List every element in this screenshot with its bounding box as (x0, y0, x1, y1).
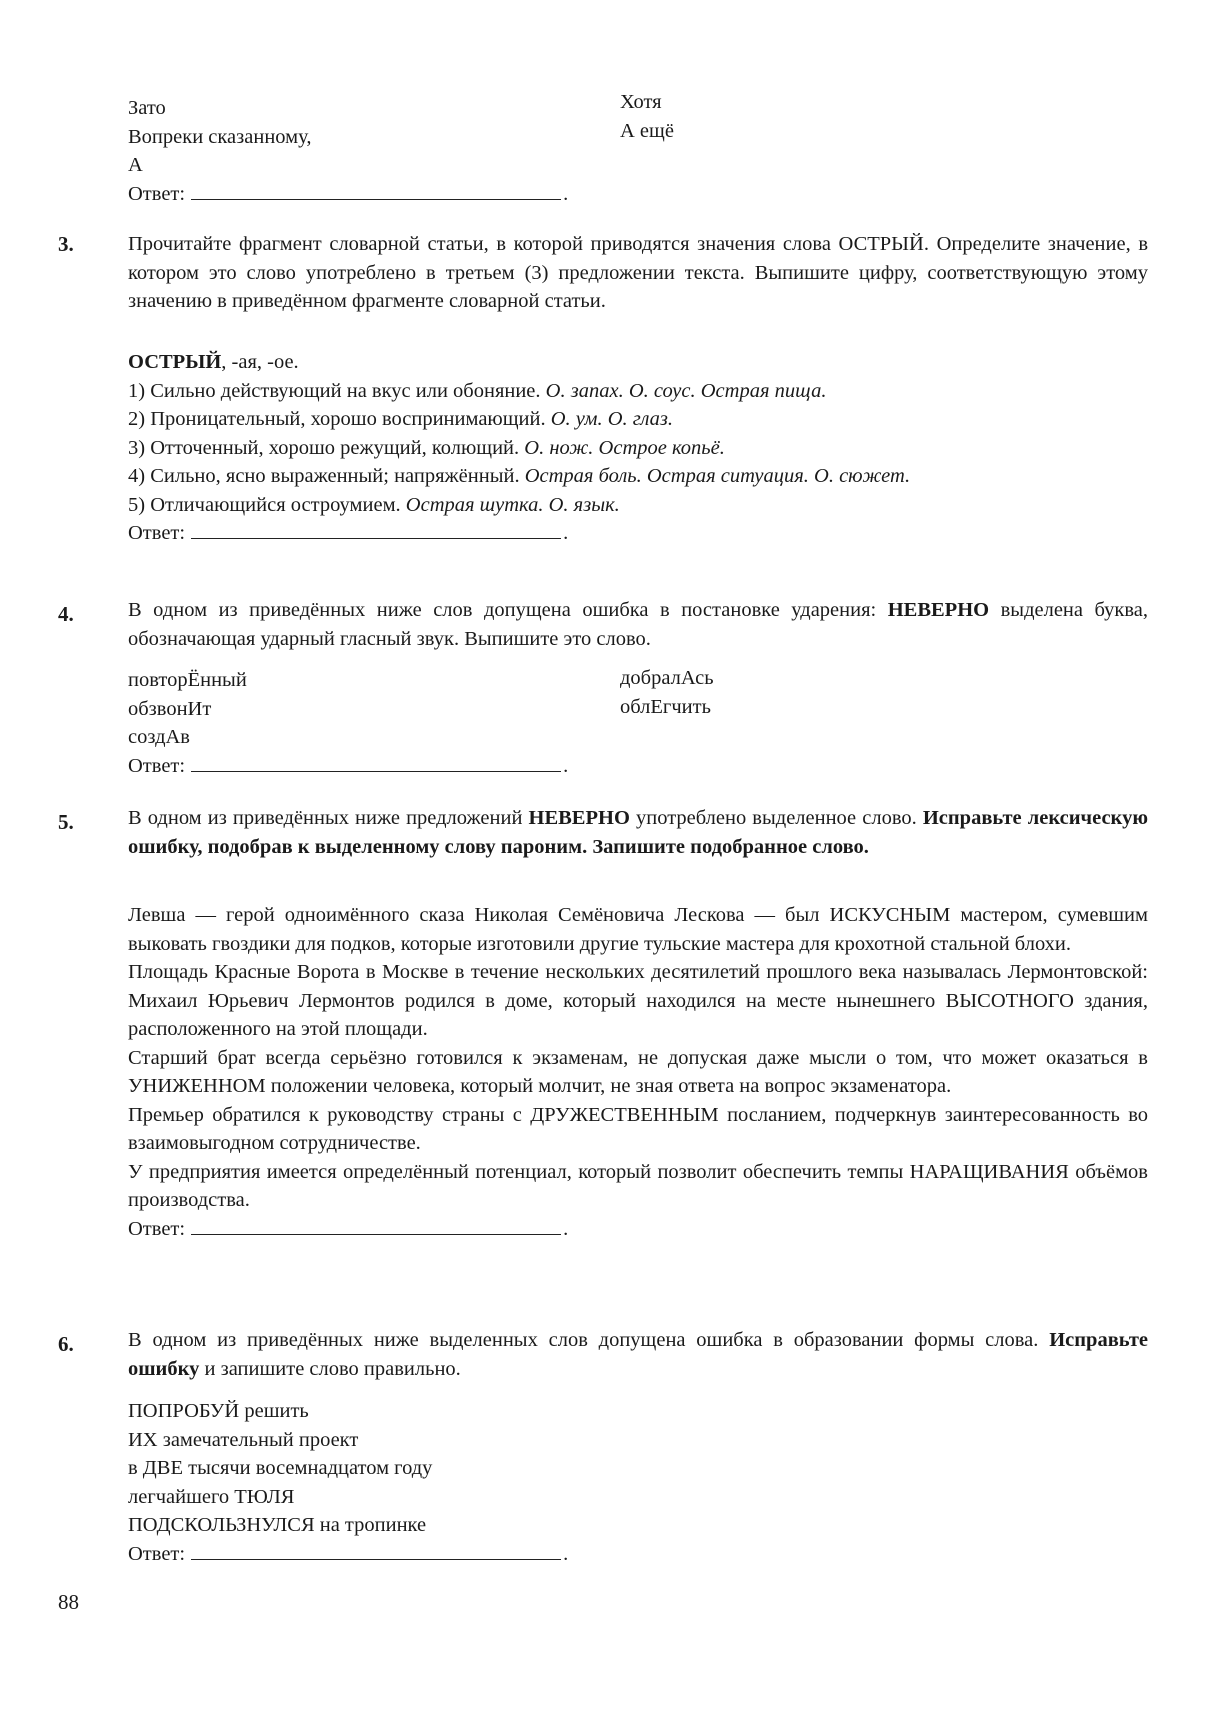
task-number: 6. (58, 1332, 74, 1356)
sentence: Премьер обратился к руководству страны с ДРУЖЕСТВЕННЫМ посланием, подчеркнув заинтересованность во взаимовыгодном сотрудничестве. (128, 1103, 1148, 1154)
phrase-option: ПОДСКОЛЬЗНУЛСЯ на тропинке (128, 1514, 427, 1536)
answer-blank[interactable] (191, 520, 561, 539)
answer-blank[interactable] (191, 1216, 561, 1235)
answer-blank[interactable] (191, 1541, 561, 1560)
word-option: повторЁнный (128, 669, 247, 691)
task4-instruction: В одном из приведённых ниже слов допущена ошибка в постановке ударения: НЕВЕРНО выделена буква, обозначающая ударный гласный звук. Выпишите это слово. (128, 599, 1149, 650)
task6-answer-line[interactable]: Ответ: . (128, 1542, 569, 1565)
task6-instruction: В одном из приведённых ниже выделенных слов допущена ошибка в образовании формы слова. Исправьте ошибку и запишите слово правильно. (128, 1329, 1148, 1380)
meaning-item: 5) Отличающийся остроумием. Острая шутка. О. язык. (128, 493, 620, 516)
dictionary-headline (128, 348, 1148, 377)
phrase-option: ПОПРОБУЙ решить (128, 1400, 309, 1422)
word-option: создАв (128, 726, 190, 748)
answer-label: Ответ: (128, 755, 186, 777)
task2-right-column (620, 88, 1148, 180)
meaning-item: 4) Сильно, ясно выраженный; напряжённый. Острая боль. Острая ситуация. О. сюжет. (128, 465, 911, 487)
task3-answer-line[interactable]: Ответ: . (128, 522, 569, 544)
word-option: Вопреки сказанному, (128, 125, 312, 148)
headword-forms: , -ая, -ое. (221, 351, 299, 373)
meaning-item: 2) Проницательный, хорошо воспринимающий. О. ум. О. глаз. (128, 408, 674, 430)
task4-answer-line[interactable]: Ответ: . (128, 755, 569, 777)
task-number: 4. (58, 602, 74, 626)
meaning-item: 1) Сильно действующий на вкус или обоняние. О. запах. О. соус. Острая пища. (128, 379, 827, 402)
sentence: Старший брат всегда серьёзно готовился к экзаменам, не допуская даже мысли о том, что может оказаться в УНИЖЕННОМ положении человека, который молчит, не зная ответа на вопрос экзаменатора. (128, 1046, 1148, 1097)
headword: ОСТРЫЙ (128, 351, 222, 373)
task2-left-column (128, 94, 620, 180)
word-option: Зато (128, 97, 166, 119)
meanings-list (128, 377, 1148, 520)
task4-right-column (620, 664, 1148, 752)
task6-phrases (128, 1397, 1148, 1568)
task5-instruction: В одном из приведённых ниже предложений НЕВЕРНО употреблено выделенное слово. Исправьте лексическую ошибку, подобрав к выделенному слову пароним. Запишите подобранное слово. (128, 807, 1148, 858)
answer-blank[interactable] (191, 753, 561, 772)
task4-word-columns (128, 666, 1148, 752)
task4-left-column (128, 666, 620, 752)
sentence: Площадь Красные Ворота в Москве в течение нескольких десятилетий прошлого века называлась Лермонтовской: Михаил Юрьевич Лермонтов родился в доме, который находился на месте нынешнего ВЫСОТНОГО здания, расположенного на этой площади. (128, 961, 1148, 1040)
task2-answer-line[interactable]: Ответ: . (128, 183, 569, 205)
task-number: 3. (58, 232, 74, 256)
word-option: добралАсь (620, 667, 714, 689)
page-number: 88 (58, 1590, 79, 1614)
phrase-option: в ДВЕ тысячи восемнадцатом году (128, 1457, 433, 1479)
task3-instruction: Прочитайте фрагмент словарной статьи, в которой приводятся значения слова ОСТРЫЙ. Определите значение, в котором это слово употреблено в третьем (3) предложении текста. Выпишите цифру, соответствующую этому значению в приведённом фрагменте словарной статьи. (128, 233, 1148, 312)
word-option: А ещё (620, 119, 674, 142)
answer-label: Ответ: (128, 183, 186, 205)
answer-label: Ответ: (128, 1542, 186, 1565)
word-option: А (128, 154, 143, 176)
task3-dictionary-entry (128, 348, 1148, 548)
answer-label: Ответ: (128, 1217, 186, 1240)
word-option: Хотя (620, 91, 662, 113)
phrase-option: ИХ замечательный проект (128, 1428, 359, 1451)
word-option: облЕгчить (620, 695, 711, 718)
meaning-item: 3) Отточенный, хорошо режущий, колющий. О. нож. Острое копьё. (128, 436, 725, 459)
answer-blank[interactable] (191, 181, 561, 200)
phrase-option: легчайшего ТЮЛЯ (128, 1485, 295, 1508)
task5-sentences (128, 901, 1148, 1243)
task-number: 5. (58, 810, 74, 834)
task5-answer-line[interactable]: Ответ: . (128, 1217, 569, 1240)
answer-label: Ответ: (128, 522, 186, 544)
sentence: Левша — герой одноимённого сказа Николая Семёновича Лескова — был ИСКУСНЫМ мастером, сумевшим выковать гвоздики для подков, которые изготовили другие тульские мастера для крохотной стальной блохи. (128, 904, 1148, 955)
task2-word-columns (128, 91, 1148, 180)
sentence: У предприятия имеется определённый потенциал, который позволит обеспечить темпы НАРАЩИВАНИЯ объёмов производства. (128, 1160, 1148, 1211)
word-option: обзвонИт (128, 697, 212, 720)
